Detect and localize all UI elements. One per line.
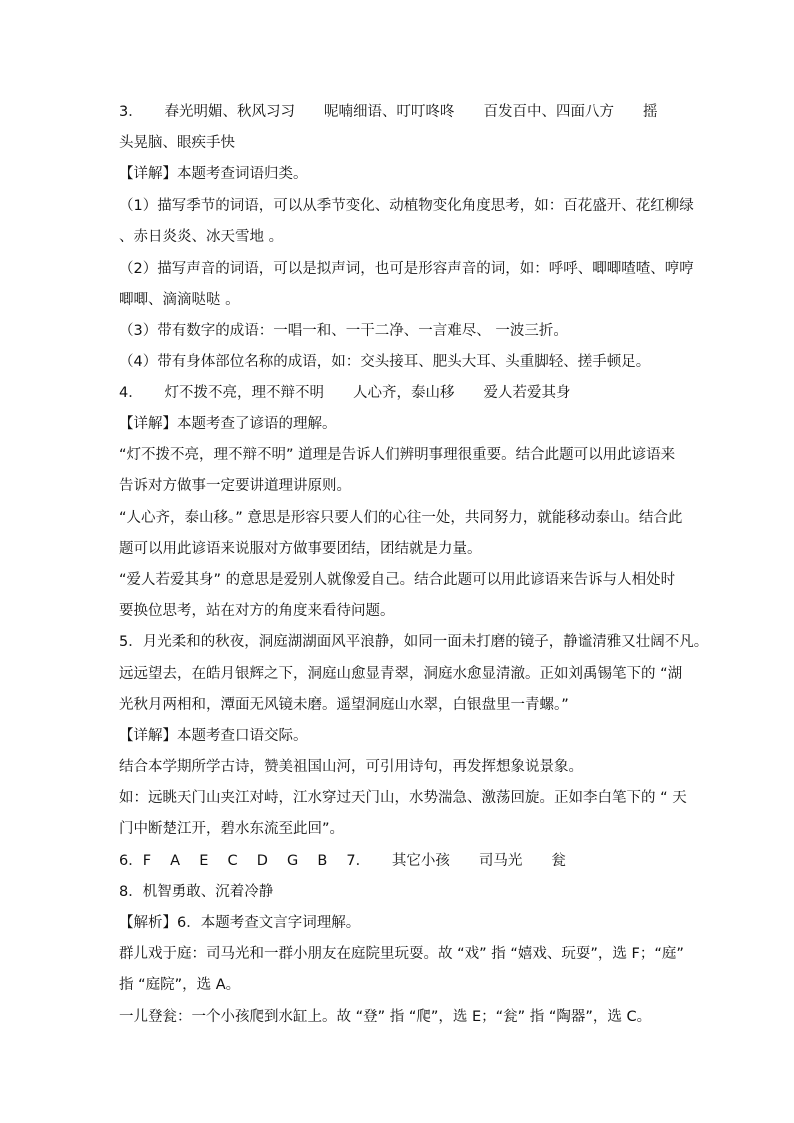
q3-answer-line1: 3． 春光明媚、秋风习习 呢喃细语、叮叮咚咚 百发百中、四面八方 摇 xyxy=(119,104,658,120)
q3-part1-line2: 、赤日炎炎、冰天雪地 。 xyxy=(119,229,284,245)
q4-para1-line1: “灯不拨不亮，理不辩不明” 道理是告诉人们辨明事理很重要。结合此题可以用此谚语来 xyxy=(119,447,676,463)
analysis-heading: 【解析】6．本题考查文言字词理解。 xyxy=(119,915,361,931)
q5-answer-line1: 5．月光柔和的秋夜，洞庭湖湖面风平浪静，如同一面未打磨的镜子，静谧清雅又壮阔不凡。 xyxy=(119,634,709,650)
q5-detail-heading: 【详解】本题考查口语交际。 xyxy=(119,728,308,744)
q4-answer-line: 4． 灯不拨不亮，理不辩不明 人心齐，泰山移 爱人若爱其身 xyxy=(119,385,571,401)
q3-part1-line1: （1）描写季节的词语，可以从季节变化、动植物变化角度思考，如：百花盛开、花红柳绿 xyxy=(119,198,694,214)
analysis-para2: 一儿登瓮：一个小孩爬到水缸上。故 “登” 指 “爬”，选 E；“瓮” 指 “陶器”，选 C。 xyxy=(119,1009,652,1025)
q6-q7-answer-line: 6．F A E C D G B 7． 其它小孩 司马光 瓮 xyxy=(119,853,566,869)
q4-para3-line1: “爱人若爱其身” 的意思是爱别人就像爱自己。结合此题可以用此谚语来告诉与人相处时 xyxy=(119,572,676,588)
q4-para3-line2: 要换位思考，站在对方的角度来看待问题。 xyxy=(119,603,395,619)
q5-answer-line2: 远远望去，在皓月银辉之下，洞庭山愈显青翠，洞庭水愈显清澈。正如刘禹锡笔下的 “湖 xyxy=(119,666,683,682)
q4-para2-line1: “人心齐，泰山移。” 意思是形容只要人们的心往一处，共同努力，就能移动泰山。结合此 xyxy=(119,510,683,526)
q5-para1: 结合本学期所学古诗，赞美祖国山河，可引用诗句，再发挥想象说景象。 xyxy=(119,759,583,775)
q3-part2-line1: （2）描写声音的词语，可以是拟声词，也可是形容声音的词，如：呼呼、唧唧喳喳、哼哼 xyxy=(119,261,694,277)
analysis-para1-line1: 群儿戏于庭：司马光和一群小朋友在庭院里玩耍。故 “戏” 指 “嬉戏、玩耍”，选 F；“庭” xyxy=(119,946,684,962)
q3-part4: （4）带有身体部位名称的成语，如：交头接耳、肥头大耳、头重脚轻、搓手顿足。 xyxy=(119,354,651,370)
q3-part3: （3）带有数字的成语：一唱一和、一干二净、一言难尽、 一波三折。 xyxy=(119,323,568,339)
analysis-para1-line2: 指 “庭院”，选 A。 xyxy=(119,977,241,993)
q4-para2-line2: 题可以用此谚语来说服对方做事要团结，团结就是力量。 xyxy=(119,541,482,557)
q5-answer-line3: 光秋月两相和，潭面无风镜未磨。遥望洞庭山水翠，白银盘里一青螺。” xyxy=(119,697,569,713)
q8-answer-line: 8．机智勇敢、沉着冷静 xyxy=(119,884,274,900)
q4-detail-heading: 【详解】本题考查了谚语的理解。 xyxy=(119,416,337,432)
q5-para2-line1: 如：远眺天门山夹江对峙，江水穿过天门山，水势湍急、激荡回旋。正如李白笔下的 “ 天 xyxy=(119,790,687,806)
q4-para1-line2: 告诉对方做事一定要讲道理讲原则。 xyxy=(119,478,351,494)
q3-part2-line2: 唧唧、滴滴哒哒 。 xyxy=(119,292,240,308)
q5-para2-line2: 门中断楚江开，碧水东流至此回”。 xyxy=(119,821,345,837)
q3-detail-heading: 【详解】本题考查词语归类。 xyxy=(119,166,308,182)
q3-answer-line2: 头晃脑、眼疾手快 xyxy=(119,135,235,151)
